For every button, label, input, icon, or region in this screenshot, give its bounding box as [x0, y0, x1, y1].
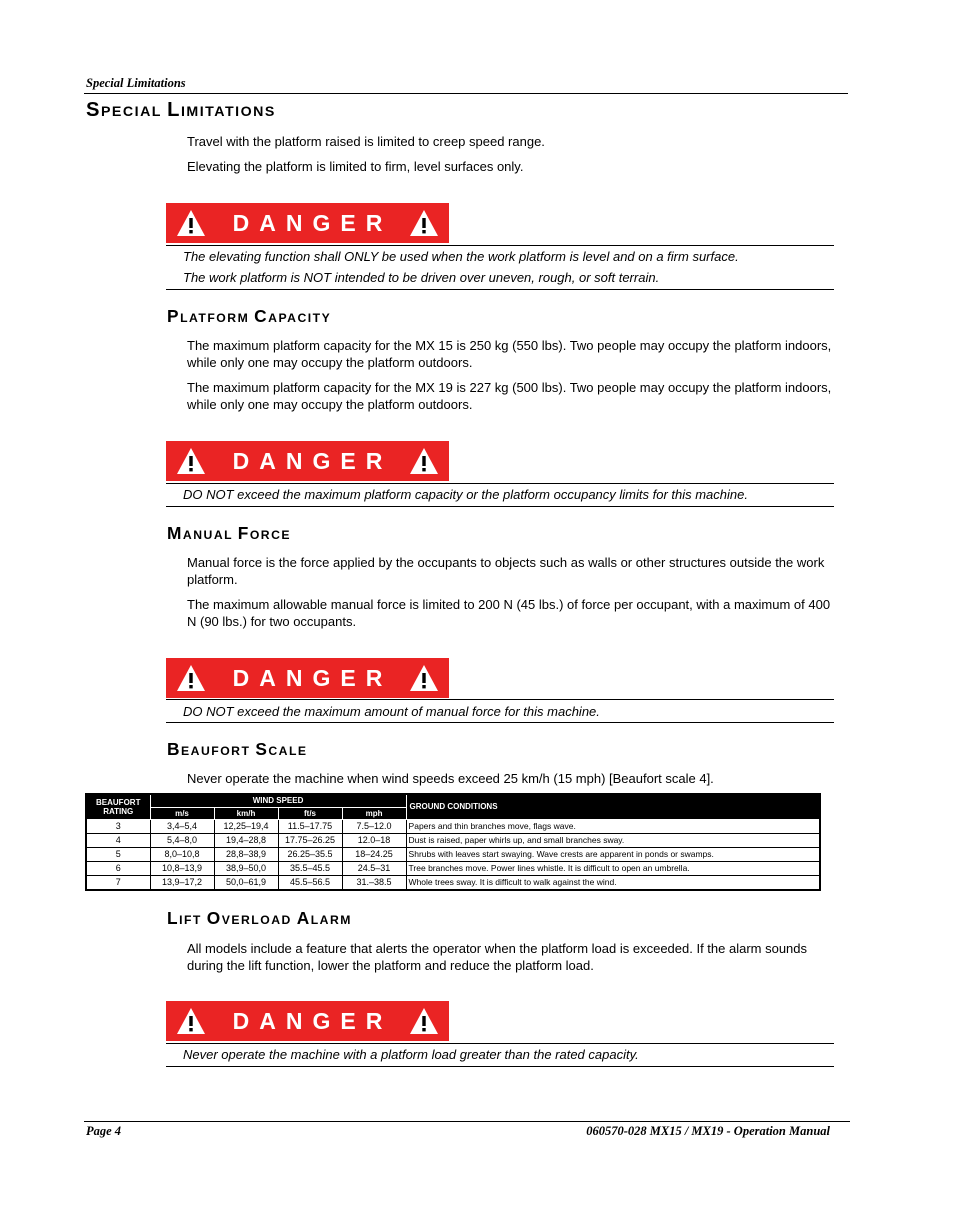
cell-kmh: 12,25–19,4 [214, 819, 278, 833]
cell-conditions: Whole trees sway. It is difficult to walk against the wind. [406, 875, 820, 890]
cell-rating: 7 [86, 875, 150, 890]
cell-conditions: Dust is raised, paper whirls up, and small branches sway. [406, 833, 820, 847]
cell-fts: 17.75–26.25 [278, 833, 342, 847]
cell-mph: 18–24.25 [342, 847, 406, 861]
danger-rule [166, 289, 834, 290]
overload-paragraph: All models include a feature that alerts the operator when the platform load is exceeded. If the alarm sounds during the lift function, lower the platform and reduce the platform load. [187, 941, 808, 973]
manual-paragraph-1: Manual force is the force applied by the occupants to objects such as walls or other structures outside the work platform. [187, 555, 825, 587]
special-paragraph-1: Travel with the platform raised is limited to creep speed range. [187, 134, 545, 149]
manual-title: 060570-028 MX15 / MX19 - Operation Manual [586, 1124, 830, 1138]
cell-fts: 26.25–35.5 [278, 847, 342, 861]
page-title: SPECIAL LIMITATIONS [86, 99, 276, 121]
cell-mph: 31.–38.5 [342, 875, 406, 890]
section-heading-lift-overload-alarm: LIFT OVERLOAD ALARM [167, 908, 352, 928]
running-head: Special Limitations [86, 76, 186, 90]
table-row [86, 833, 820, 847]
cell-ms: 10,8–13,9 [150, 861, 214, 875]
cell-kmh: 19,4–28,8 [214, 833, 278, 847]
cell-kmh: 28,8–38,9 [214, 847, 278, 861]
danger-banner [166, 441, 449, 481]
danger-note: DO NOT exceed the maximum platform capacity or the platform occupancy limits for this machine. [183, 487, 748, 502]
cell-mph: 24.5–31 [342, 861, 406, 875]
cell-rating: 3 [86, 819, 150, 833]
warning-triangle-icon [409, 664, 439, 692]
danger-rule [166, 1066, 834, 1067]
warning-triangle-icon [176, 664, 206, 692]
special-paragraph-2: Elevating the platform is limited to firm, level surfaces only. [187, 159, 524, 174]
header-rule [84, 93, 848, 94]
cell-ms: 8,0–10,8 [150, 847, 214, 861]
danger-label: DANGER [232, 447, 393, 474]
danger-rule [166, 245, 834, 246]
warning-triangle-icon [176, 1007, 206, 1035]
header-kmh: km/h [214, 807, 278, 819]
cell-fts: 45.5–56.5 [278, 875, 342, 890]
cell-kmh: 38,9–50,0 [214, 861, 278, 875]
cell-conditions: Papers and thin branches move, flags wave. [406, 819, 820, 833]
capacity-paragraph-1: The maximum platform capacity for the MX 15 is 250 kg (550 lbs). Two people may occupy the platform indoors, while only one may occupy the platform outdoors. [187, 338, 832, 370]
table-row [86, 861, 820, 875]
section-heading-manual-force: MANUAL FORCE [167, 523, 292, 543]
cell-rating: 5 [86, 847, 150, 861]
danger-rule [166, 722, 834, 723]
danger-note: The elevating function shall ONLY be used when the work platform is level and on a firm surface. [183, 249, 739, 264]
cell-fts: 35.5–45.5 [278, 861, 342, 875]
danger-rule [166, 483, 834, 484]
cell-mph: 7.5–12.0 [342, 819, 406, 833]
warning-triangle-icon [176, 447, 206, 475]
cell-fts: 11.5–17.75 [278, 819, 342, 833]
warning-triangle-icon [409, 209, 439, 237]
warning-triangle-icon [409, 1007, 439, 1035]
warning-triangle-icon [176, 209, 206, 237]
cell-mph: 12.0–18 [342, 833, 406, 847]
page-number: Page 4 [86, 1124, 122, 1138]
table-row [86, 847, 820, 861]
cell-rating: 6 [86, 861, 150, 875]
danger-label: DANGER [232, 209, 393, 236]
table-row [86, 875, 820, 890]
manual-paragraph-2: The maximum allowable manual force is limited to 200 N (45 lbs.) of force per occupant, with a maximum of 400 N (90 lbs.) for two occupants. [187, 597, 831, 629]
cell-rating: 4 [86, 833, 150, 847]
beaufort-paragraph: Never operate the machine when wind speeds exceed 25 km/h (15 mph) [Beaufort scale 4]. [187, 771, 714, 786]
danger-label: DANGER [232, 1007, 393, 1034]
cell-ms: 3,4–5,4 [150, 819, 214, 833]
capacity-paragraph-2: The maximum platform capacity for the MX 19 is 227 kg (500 lbs). Two people may occupy the platform indoors, while only one may occupy the platform outdoors. [187, 380, 832, 412]
cell-conditions: Shrubs with leaves start swaying. Wave crests are apparent in ponds or swamps. [406, 847, 820, 861]
section-heading-beaufort-scale: BEAUFORT SCALE [167, 739, 308, 759]
danger-rule [166, 506, 834, 507]
header-wind-speed: WIND SPEED [150, 794, 406, 807]
header-beaufort-rating: BEAUFORT RATING [86, 794, 150, 819]
cell-conditions: Tree branches move. Power lines whistle. It is difficult to open an umbrella. [406, 861, 820, 875]
footer-rule [84, 1121, 850, 1122]
header-ms: m/s [150, 807, 214, 819]
warning-triangle-icon [409, 447, 439, 475]
section-heading-platform-capacity: PLATFORM CAPACITY [167, 306, 332, 326]
cell-ms: 13,9–17,2 [150, 875, 214, 890]
danger-banner [166, 658, 449, 698]
danger-banner [166, 1001, 449, 1041]
header-ground-conditions: GROUND CONDITIONS [406, 794, 820, 819]
table-row [86, 819, 820, 833]
danger-rule [166, 699, 834, 700]
danger-note: DO NOT exceed the maximum amount of manual force for this machine. [183, 704, 600, 719]
beaufort-table [85, 793, 821, 891]
danger-rule [166, 1043, 834, 1044]
danger-banner [166, 203, 449, 243]
cell-ms: 5,4–8,0 [150, 833, 214, 847]
header-mph: mph [342, 807, 406, 819]
cell-kmh: 50,0–61,9 [214, 875, 278, 890]
header-fts: ft/s [278, 807, 342, 819]
danger-note: Never operate the machine with a platform load greater than the rated capacity. [183, 1047, 639, 1062]
danger-note: The work platform is NOT intended to be driven over uneven, rough, or soft terrain. [183, 270, 660, 285]
danger-label: DANGER [232, 664, 393, 691]
